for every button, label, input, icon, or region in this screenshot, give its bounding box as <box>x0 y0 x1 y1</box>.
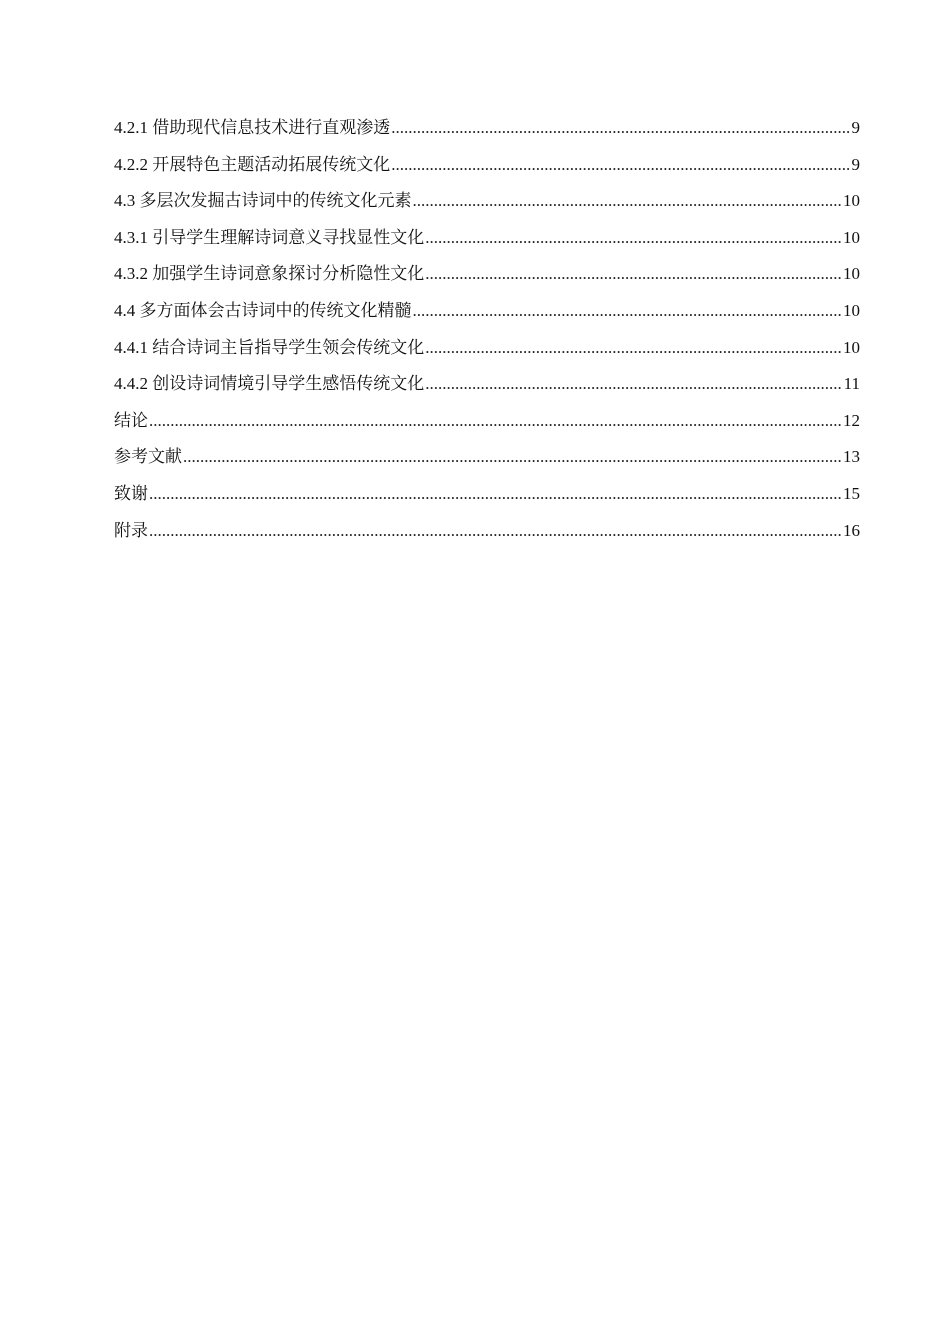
toc-entry[interactable] <box>114 220 860 257</box>
toc-entry[interactable] <box>114 110 860 147</box>
toc-entry-title: 附录 <box>114 520 148 540</box>
toc-entry-title: 致谢 <box>114 483 148 503</box>
toc-entry-page: 10 <box>843 227 860 247</box>
toc-entry[interactable] <box>114 183 860 220</box>
toc-entry-page: 10 <box>843 300 860 320</box>
toc-entry-title: 4.4.1 结合诗词主旨指导学生领会传统文化 <box>114 337 425 357</box>
toc-entry[interactable] <box>114 330 860 367</box>
toc-entry[interactable] <box>114 293 860 330</box>
toc-entry-title: 4.2.2 开展特色主题活动拓展传统文化 <box>114 154 391 174</box>
toc-entry-page: 9 <box>851 118 860 137</box>
toc-entry-title: 4.4 多方面体会古诗词中的传统文化精髓 <box>114 300 412 320</box>
toc-entry-page: 11 <box>843 374 860 394</box>
toc-entry[interactable] <box>114 147 860 184</box>
toc-entry-title: 4.3.2 加强学生诗词意象探讨分析隐性文化 <box>114 264 425 284</box>
toc-entry-page: 16 <box>843 520 860 540</box>
toc-entry-page: 13 <box>843 447 860 467</box>
toc-entry[interactable] <box>114 403 860 440</box>
toc-entry-page: 10 <box>843 337 860 357</box>
toc-entry-title: 4.3 多层次发掘古诗词中的传统文化元素 <box>114 191 412 211</box>
toc-entry[interactable] <box>114 256 860 293</box>
toc-entry[interactable] <box>114 439 860 476</box>
toc-dot-leader <box>149 476 842 513</box>
toc-dot-leader <box>413 293 843 330</box>
toc-entry-page: 9 <box>851 154 860 174</box>
toc-dot-leader <box>391 147 850 184</box>
toc-dot-leader <box>425 220 842 257</box>
toc-dot-leader <box>425 330 842 367</box>
toc-dot-leader <box>391 110 850 147</box>
toc-dot-leader <box>149 403 842 440</box>
toc-entry-page: 15 <box>843 483 860 503</box>
toc-entry-page: 10 <box>843 264 860 284</box>
toc-dot-leader <box>413 183 843 220</box>
toc-entry-title: 参考文献 <box>114 447 182 467</box>
toc-entry-title: 4.4.2 创设诗词情境引导学生感悟传统文化 <box>114 374 425 394</box>
toc-entry[interactable] <box>114 366 860 403</box>
toc-dot-leader <box>149 513 842 550</box>
toc-entry-title: 4.2.1 借助现代信息技术进行直观渗透 <box>114 118 391 137</box>
toc-entry[interactable] <box>114 513 860 550</box>
toc-entry-title: 结论 <box>114 410 148 430</box>
toc-entry-title: 4.3.1 引导学生理解诗词意义寻找显性文化 <box>114 227 425 247</box>
toc-dot-leader <box>425 366 842 403</box>
toc-dot-leader <box>425 256 842 293</box>
toc-entry-page: 10 <box>843 191 860 211</box>
table-of-contents <box>114 110 860 549</box>
toc-entry[interactable] <box>114 476 860 513</box>
toc-dot-leader <box>183 439 842 476</box>
toc-entry-page: 12 <box>843 410 860 430</box>
